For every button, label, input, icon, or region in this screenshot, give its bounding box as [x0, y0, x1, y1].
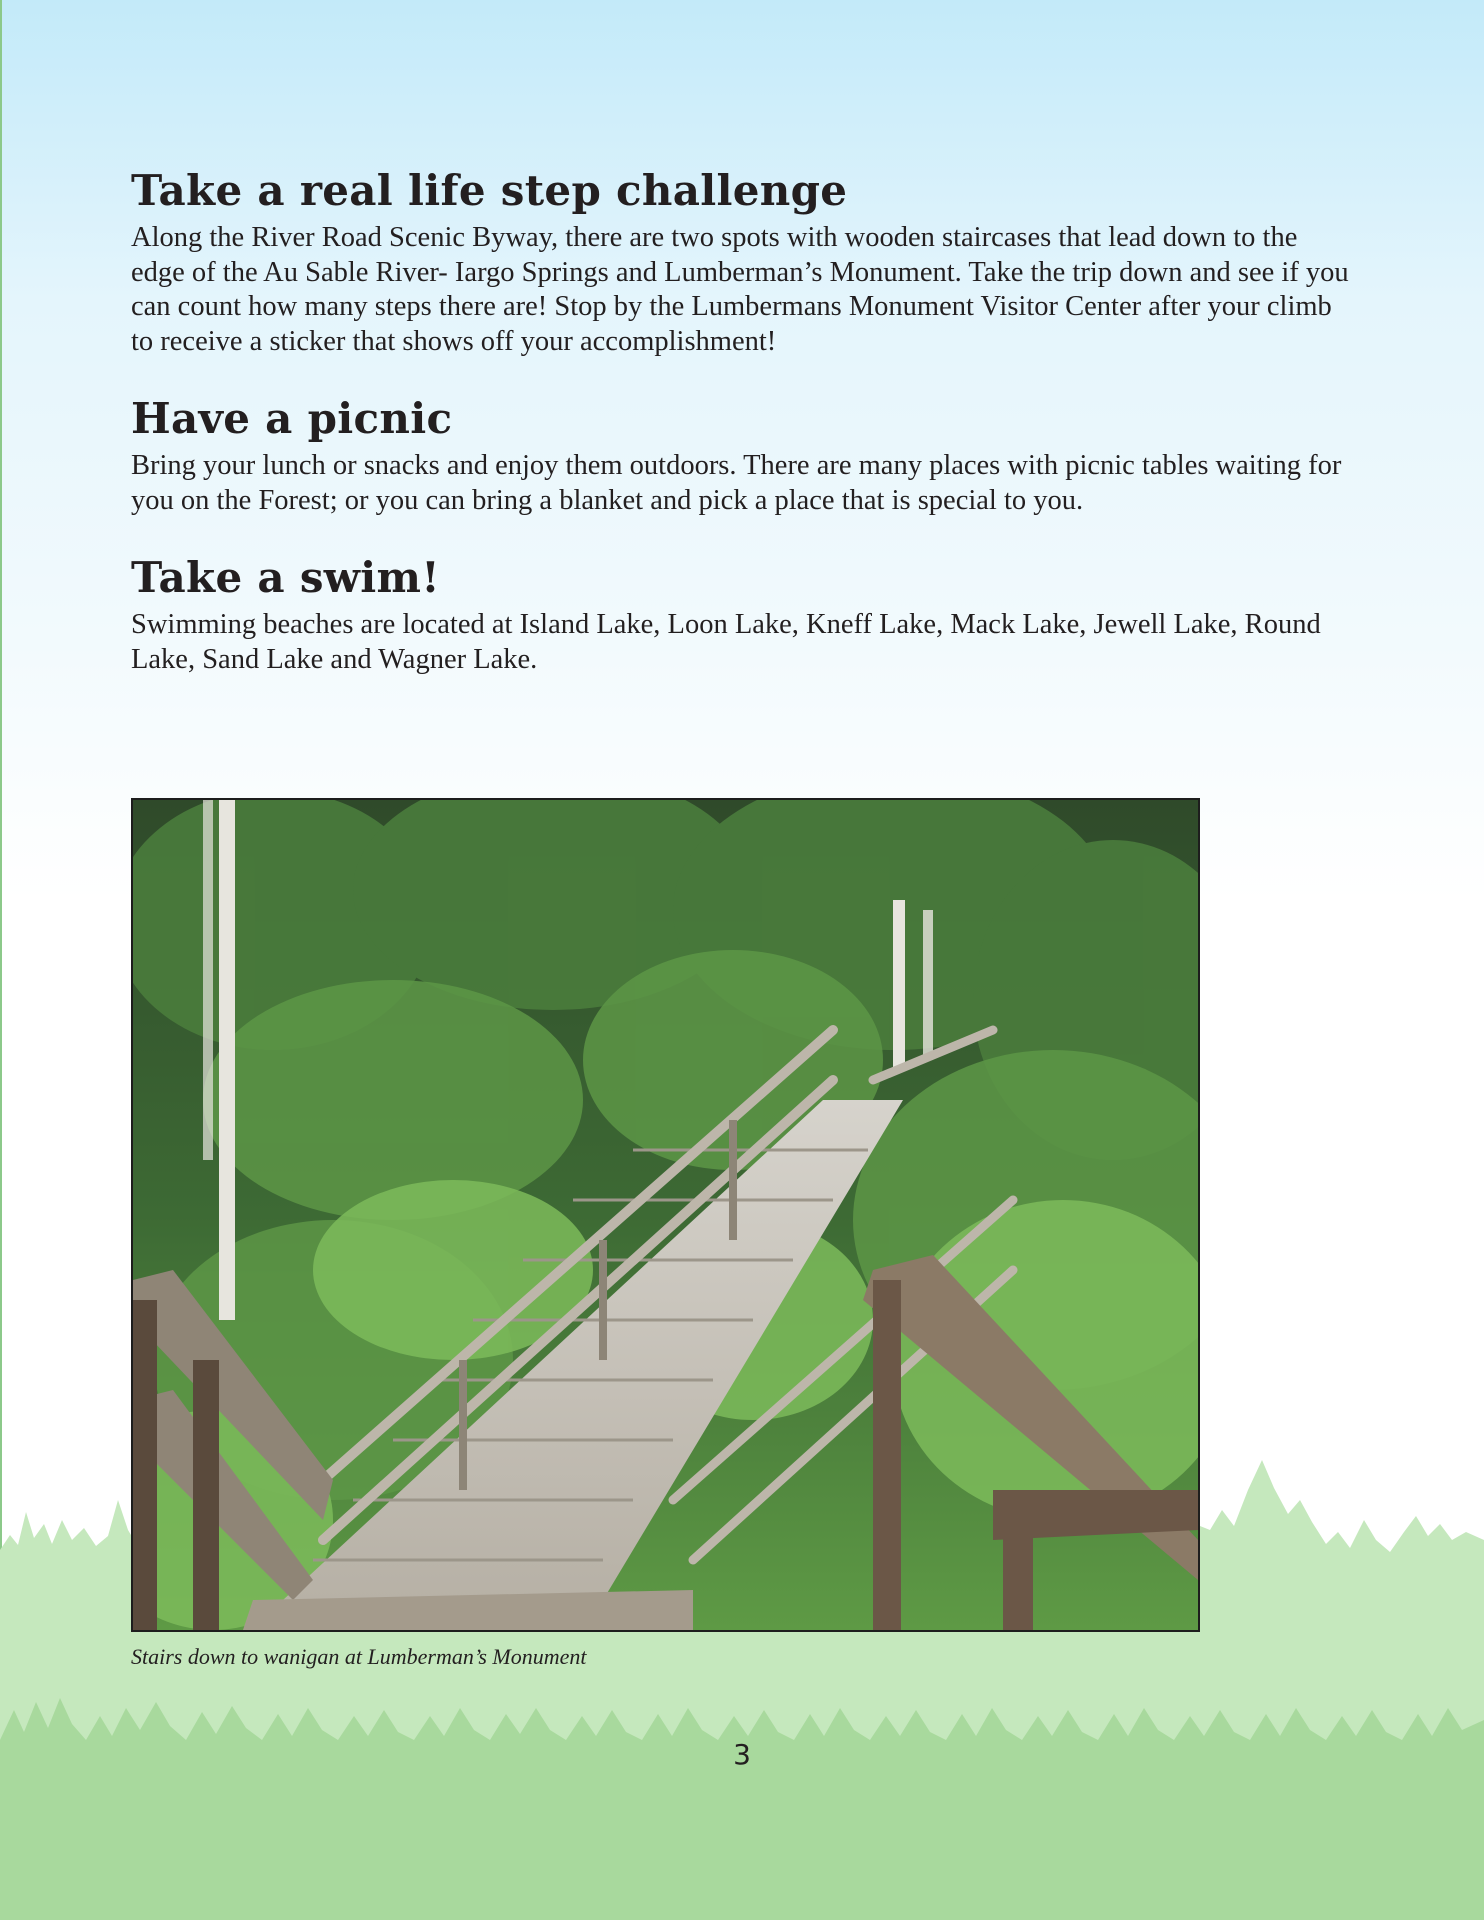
- section-paragraph: Bring your lunch or snacks and enjoy them outdoors. There are many places with picnic tables waiting for you on the Forest; or you can bring a blanket and pick a place that is special to you.: [131, 450, 1342, 516]
- page-number: 3: [733, 1738, 751, 1771]
- section-picnic: [131, 393, 1351, 518]
- stairs-photo-illustration: [133, 800, 1198, 1630]
- section-paragraph: Swimming beaches are located at Island Lake, Loon Lake, Kneff Lake, Mack Lake, Jewell Lake, Round Lake, Sand Lake and Wagner Lake.: [131, 609, 1321, 675]
- photo-caption: Stairs down to wanigan at Lumberman’s Monument: [131, 1644, 587, 1669]
- main-content: [131, 165, 1351, 711]
- section-heading: Take a real life step challenge: [131, 166, 848, 215]
- stairs-photo: [131, 798, 1200, 1632]
- section-heading: Take a swim!: [131, 553, 440, 602]
- section-step-challenge: [131, 165, 1351, 359]
- section-swim: [131, 552, 1351, 677]
- section-heading: Have a picnic: [131, 394, 453, 443]
- section-paragraph: Along the River Road Scenic Byway, there are two spots with wooden staircases that lead down to the edge of the Au Sable River- Iargo Springs and Lumberman’s Monument. Take the trip down and see if you can count how many steps there are! Stop by the Lumbermans Monument Visitor Center after your climb to receive a sticker that shows off your accomplishment!: [131, 222, 1349, 357]
